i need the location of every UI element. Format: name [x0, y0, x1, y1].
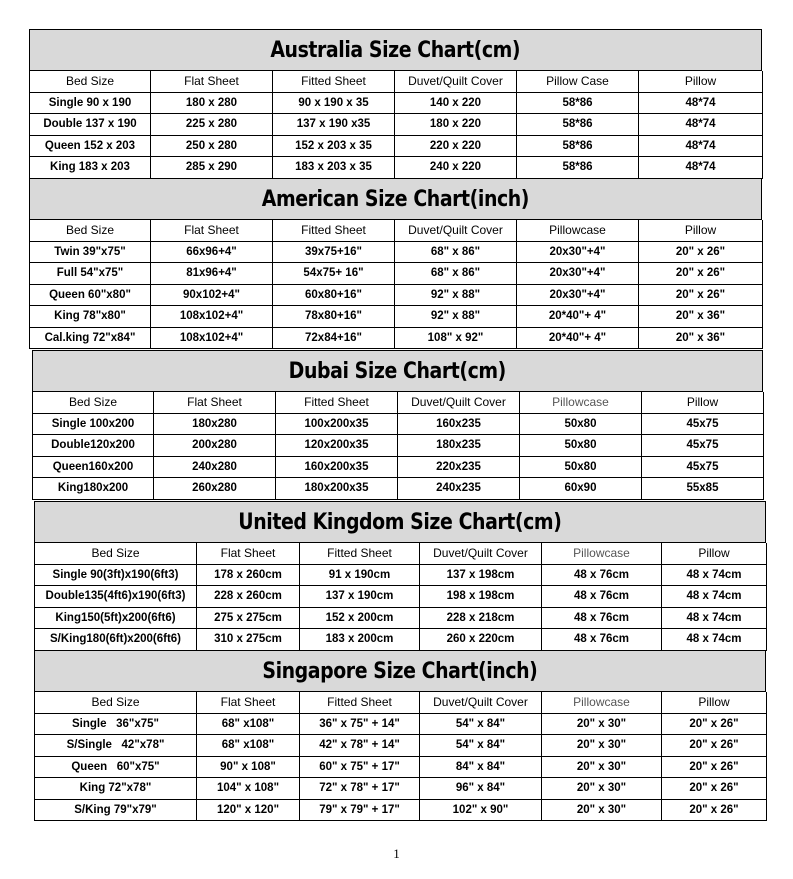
- table-cell: Single 100x200: [33, 413, 154, 435]
- table-cell: 60" x 75" + 17": [300, 756, 420, 778]
- table-cell: 108" x 92": [395, 327, 517, 349]
- table-row: [35, 778, 767, 800]
- page-number: 1: [393, 846, 400, 861]
- table-cell: 54" x 84": [420, 713, 542, 735]
- table-cell: 20" x 26": [639, 241, 763, 263]
- table-cell: 58*86: [517, 157, 639, 179]
- table-cell: 81x96+4": [151, 263, 273, 285]
- header-cell: Fitted Sheet: [300, 692, 420, 713]
- table-cell: 140 x 220: [395, 92, 517, 114]
- table-cell: 96" x 84": [420, 778, 542, 800]
- header-cell: Bed Size: [30, 220, 151, 241]
- header-cell: Pillow: [662, 692, 767, 713]
- table-cell: 42" x 78" + 14": [300, 735, 420, 757]
- table-cell: 45x75: [642, 413, 764, 435]
- table-cell: 68" x 86": [395, 241, 517, 263]
- table-cell: 90" x 108": [197, 756, 300, 778]
- table-cell: Double 137 x 190: [30, 114, 151, 136]
- size-table: [29, 220, 763, 349]
- table-cell: S/King 79"x79": [35, 799, 197, 821]
- table-cell: 20" x 26": [662, 756, 767, 778]
- table-cell: 183 x 200cm: [300, 629, 420, 651]
- header-cell: Flat Sheet: [197, 692, 300, 713]
- table-cell: 183 x 203 x 35: [273, 157, 395, 179]
- table-cell: 66x96+4": [151, 241, 273, 263]
- header-cell: Pillow Case: [517, 71, 639, 92]
- table-cell: 137 x 198cm: [420, 564, 542, 586]
- table-cell: 275 x 275cm: [197, 607, 300, 629]
- table-row: [30, 306, 763, 328]
- header-cell: Pillow: [642, 392, 764, 413]
- table-cell: 48 x 74cm: [662, 607, 767, 629]
- table-cell: 310 x 275cm: [197, 629, 300, 651]
- chart-singapore: [34, 650, 766, 821]
- table-cell: S/King180(6ft)x200(6ft6): [35, 629, 197, 651]
- table-cell: 79" x 79" + 17": [300, 799, 420, 821]
- table-cell: Queen160x200: [33, 456, 154, 478]
- table-cell: 178 x 260cm: [197, 564, 300, 586]
- table-cell: Cal.king 72"x84": [30, 327, 151, 349]
- table-row: [30, 263, 763, 285]
- header-cell: Pillowcase: [517, 220, 639, 241]
- table-row: [35, 629, 767, 651]
- header-cell: Bed Size: [35, 692, 197, 713]
- table-cell: 285 x 290: [151, 157, 273, 179]
- table-cell: 92" x 88": [395, 306, 517, 328]
- header-row: [30, 220, 763, 241]
- table-cell: King150(5ft)x200(6ft6): [35, 607, 197, 629]
- table-cell: 45x75: [642, 435, 764, 457]
- table-cell: 78x80+16": [273, 306, 395, 328]
- table-cell: 58*86: [517, 92, 639, 114]
- table-cell: 250 x 280: [151, 135, 273, 157]
- table-cell: Full 54"x75": [30, 263, 151, 285]
- header-cell: Fitted Sheet: [273, 220, 395, 241]
- table-cell: King 72"x78": [35, 778, 197, 800]
- table-cell: 160x200x35: [276, 456, 398, 478]
- size-table: [29, 71, 763, 179]
- table-cell: 137 x 190 x35: [273, 114, 395, 136]
- header-cell: Duvet/Quilt Cover: [398, 392, 520, 413]
- chart-australia: [29, 29, 762, 179]
- chart-dubai: [32, 350, 763, 500]
- chart-united-kingdom: [34, 501, 766, 651]
- header-cell: Fitted Sheet: [300, 543, 420, 564]
- table-row: [35, 735, 767, 757]
- chart-american: [29, 178, 762, 349]
- table-cell: 68" x108": [197, 713, 300, 735]
- header-cell: Fitted Sheet: [276, 392, 398, 413]
- size-table: [34, 543, 767, 651]
- table-cell: Single 90(3ft)x190(6ft3): [35, 564, 197, 586]
- table-cell: 68" x 86": [395, 263, 517, 285]
- table-cell: 20" x 26": [639, 284, 763, 306]
- table-cell: 20" x 30": [542, 799, 662, 821]
- table-cell: 48*74: [639, 135, 763, 157]
- table-cell: 180x280: [154, 413, 276, 435]
- table-cell: 90x102+4": [151, 284, 273, 306]
- table-cell: 220 x 220: [395, 135, 517, 157]
- table-row: [35, 564, 767, 586]
- table-cell: 120x200x35: [276, 435, 398, 457]
- header-cell: Pillow: [639, 71, 763, 92]
- table-cell: Double120x200: [33, 435, 154, 457]
- table-cell: 55x85: [642, 478, 764, 500]
- chart-title: United Kingdom Size Chart(cm): [34, 501, 766, 543]
- table-cell: 60x90: [520, 478, 642, 500]
- table-cell: 90 x 190 x 35: [273, 92, 395, 114]
- table-cell: 260x280: [154, 478, 276, 500]
- table-cell: Single 36"x75": [35, 713, 197, 735]
- table-cell: 20x30"+4": [517, 284, 639, 306]
- header-cell: Flat Sheet: [197, 543, 300, 564]
- table-cell: 20*40"+ 4": [517, 327, 639, 349]
- header-cell: Bed Size: [35, 543, 197, 564]
- header-cell: Duvet/Quilt Cover: [420, 543, 542, 564]
- table-row: [30, 284, 763, 306]
- size-table: [32, 392, 764, 500]
- table-cell: 198 x 198cm: [420, 586, 542, 608]
- table-cell: 160x235: [398, 413, 520, 435]
- table-cell: 180x235: [398, 435, 520, 457]
- table-cell: 48 x 74cm: [662, 564, 767, 586]
- chart-title: Australia Size Chart(cm): [29, 29, 762, 71]
- table-row: [33, 478, 764, 500]
- table-cell: 20" x 30": [542, 713, 662, 735]
- table-cell: Single 90 x 190: [30, 92, 151, 114]
- table-row: [30, 327, 763, 349]
- header-row: [33, 392, 764, 413]
- table-row: [30, 92, 763, 114]
- table-cell: 102" x 90": [420, 799, 542, 821]
- table-cell: 20" x 26": [662, 735, 767, 757]
- table-cell: 240 x 220: [395, 157, 517, 179]
- table-cell: 20" x 26": [662, 713, 767, 735]
- table-cell: 20" x 36": [639, 327, 763, 349]
- table-cell: 20" x 26": [639, 263, 763, 285]
- table-cell: 54x75+ 16": [273, 263, 395, 285]
- table-row: [35, 586, 767, 608]
- table-cell: King 78"x80": [30, 306, 151, 328]
- table-cell: Double135(4ft6)x190(6ft3): [35, 586, 197, 608]
- table-cell: 48*74: [639, 157, 763, 179]
- table-row: [30, 157, 763, 179]
- header-cell: Fitted Sheet: [273, 71, 395, 92]
- header-cell: Pillow: [662, 543, 767, 564]
- header-row: [35, 543, 767, 564]
- table-cell: 54" x 84": [420, 735, 542, 757]
- table-cell: 20" x 26": [662, 778, 767, 800]
- table-cell: 220x235: [398, 456, 520, 478]
- table-cell: 48 x 76cm: [542, 629, 662, 651]
- header-row: [35, 692, 767, 713]
- table-cell: 84" x 84": [420, 756, 542, 778]
- table-cell: King 183 x 203: [30, 157, 151, 179]
- table-row: [30, 114, 763, 136]
- table-row: [35, 799, 767, 821]
- table-cell: 48 x 74cm: [662, 629, 767, 651]
- header-cell: Flat Sheet: [151, 71, 273, 92]
- table-cell: King180x200: [33, 478, 154, 500]
- table-cell: 68" x108": [197, 735, 300, 757]
- table-cell: 91 x 190cm: [300, 564, 420, 586]
- table-cell: 120" x 120": [197, 799, 300, 821]
- chart-title: Dubai Size Chart(cm): [32, 350, 763, 392]
- header-cell: Duvet/Quilt Cover: [420, 692, 542, 713]
- chart-title: American Size Chart(inch): [29, 178, 762, 220]
- table-cell: 48 x 76cm: [542, 607, 662, 629]
- header-cell: Pillow: [639, 220, 763, 241]
- table-cell: Queen 152 x 203: [30, 135, 151, 157]
- table-cell: 60x80+16": [273, 284, 395, 306]
- table-cell: 58*86: [517, 114, 639, 136]
- header-cell: Duvet/Quilt Cover: [395, 220, 517, 241]
- table-cell: 20" x 30": [542, 735, 662, 757]
- table-cell: 228 x 218cm: [420, 607, 542, 629]
- table-cell: 104" x 108": [197, 778, 300, 800]
- table-cell: 137 x 190cm: [300, 586, 420, 608]
- table-cell: 50x80: [520, 435, 642, 457]
- table-cell: 48 x 76cm: [542, 586, 662, 608]
- table-cell: 225 x 280: [151, 114, 273, 136]
- table-cell: 180x200x35: [276, 478, 398, 500]
- table-cell: Twin 39"x75": [30, 241, 151, 263]
- table-cell: 20x30"+4": [517, 241, 639, 263]
- header-cell: Flat Sheet: [151, 220, 273, 241]
- table-row: [30, 135, 763, 157]
- table-cell: 50x80: [520, 456, 642, 478]
- table-cell: 20*40"+ 4": [517, 306, 639, 328]
- table-cell: 260 x 220cm: [420, 629, 542, 651]
- header-cell: Duvet/Quilt Cover: [395, 71, 517, 92]
- table-cell: 228 x 260cm: [197, 586, 300, 608]
- table-cell: 48*74: [639, 92, 763, 114]
- table-cell: 48 x 76cm: [542, 564, 662, 586]
- header-cell: Flat Sheet: [154, 392, 276, 413]
- table-cell: 100x200x35: [276, 413, 398, 435]
- size-table: [34, 692, 767, 821]
- table-cell: 48*74: [639, 114, 763, 136]
- table-cell: 20" x 26": [662, 799, 767, 821]
- table-cell: 240x280: [154, 456, 276, 478]
- table-cell: 200x280: [154, 435, 276, 457]
- header-cell: Bed Size: [30, 71, 151, 92]
- table-row: [33, 413, 764, 435]
- table-cell: 152 x 203 x 35: [273, 135, 395, 157]
- table-cell: 48 x 74cm: [662, 586, 767, 608]
- table-cell: 108x102+4": [151, 327, 273, 349]
- table-cell: Queen 60"x75": [35, 756, 197, 778]
- table-row: [33, 435, 764, 457]
- table-cell: 180 x 220: [395, 114, 517, 136]
- header-cell: Pillowcase: [542, 692, 662, 713]
- table-cell: 240x235: [398, 478, 520, 500]
- table-row: [30, 241, 763, 263]
- table-cell: S/Single 42"x78": [35, 735, 197, 757]
- table-cell: 36" x 75" + 14": [300, 713, 420, 735]
- table-cell: 39x75+16": [273, 241, 395, 263]
- table-cell: 20x30"+4": [517, 263, 639, 285]
- table-row: [35, 713, 767, 735]
- table-cell: 20" x 30": [542, 756, 662, 778]
- table-cell: 72" x 78" + 17": [300, 778, 420, 800]
- table-cell: 152 x 200cm: [300, 607, 420, 629]
- table-cell: 180 x 280: [151, 92, 273, 114]
- table-cell: Queen 60"x80": [30, 284, 151, 306]
- table-cell: 50x80: [520, 413, 642, 435]
- table-cell: 45x75: [642, 456, 764, 478]
- header-cell: Pillowcase: [542, 543, 662, 564]
- table-row: [35, 756, 767, 778]
- table-row: [33, 456, 764, 478]
- table-cell: 58*86: [517, 135, 639, 157]
- table-cell: 20" x 30": [542, 778, 662, 800]
- chart-title: Singapore Size Chart(inch): [34, 650, 766, 692]
- header-cell: Bed Size: [33, 392, 154, 413]
- header-cell: Pillowcase: [520, 392, 642, 413]
- table-cell: 92" x 88": [395, 284, 517, 306]
- table-row: [35, 607, 767, 629]
- table-cell: 108x102+4": [151, 306, 273, 328]
- header-row: [30, 71, 763, 92]
- table-cell: 20" x 36": [639, 306, 763, 328]
- table-cell: 72x84+16": [273, 327, 395, 349]
